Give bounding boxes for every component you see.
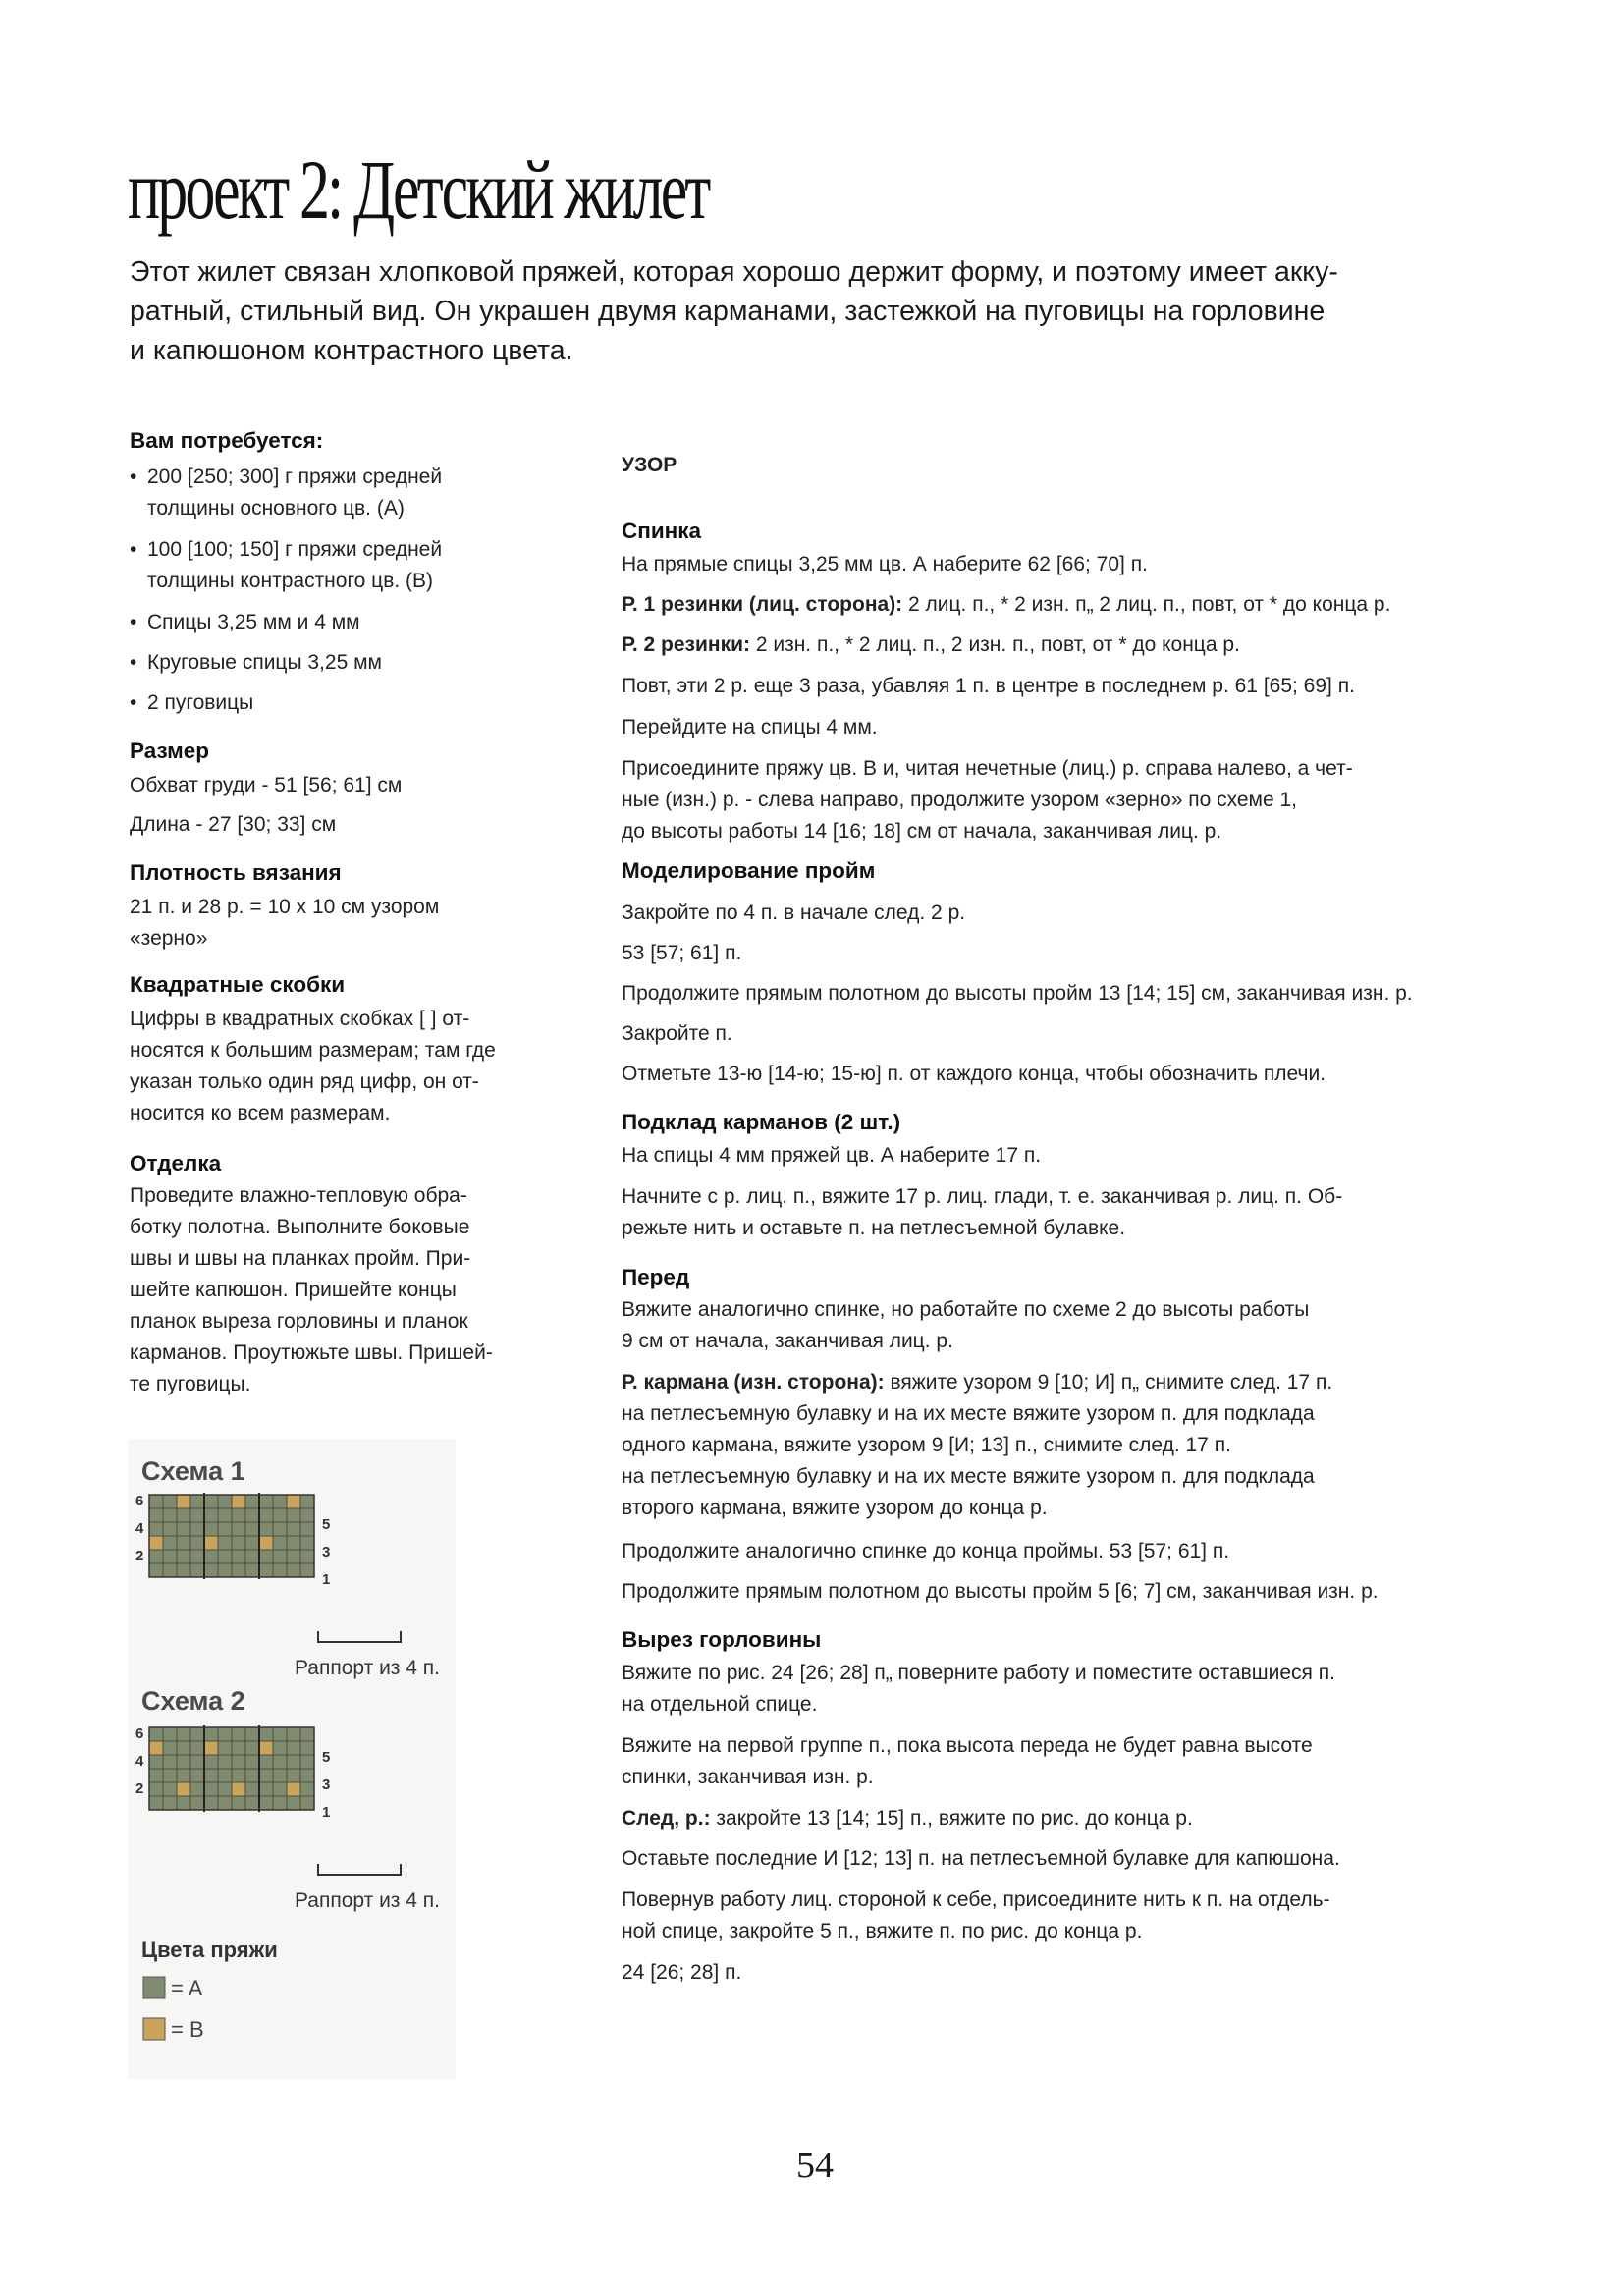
chart-cell-a (218, 1563, 232, 1577)
front-heading: Перед (622, 1265, 690, 1289)
materials-heading: Вам потребуется: (130, 428, 324, 453)
finishing-line: карманов. Проутюжьте швы. Пришей- (130, 1341, 493, 1364)
chart-cell-a (273, 1755, 287, 1769)
chart-cell-a (149, 1769, 163, 1782)
materials-item-text: 2 пуговицы (147, 691, 254, 714)
chart-cell-a (177, 1727, 190, 1741)
intro-line: и капюшоном контрастного цвета. (130, 335, 573, 366)
legend-swatch-b (143, 2018, 165, 2040)
back-repeat: Повт, эти 2 р. еще 3 раза, убавляя 1 п. в центре в последнем р. 61 [65; 69] п. (622, 675, 1355, 697)
chart-cell-a (273, 1508, 287, 1522)
pockets-line: режьте нить и оставьте п. на петлесъемной булавке. (622, 1217, 1126, 1239)
chart-cell-a (232, 1727, 245, 1741)
chart-cell-a (273, 1741, 287, 1755)
chart-cell-a (218, 1755, 232, 1769)
row-number-left: 6 (135, 1725, 144, 1742)
chart-cell-a (190, 1508, 204, 1522)
page-title: проект 2: Детский жилет (128, 142, 709, 237)
finishing-line: планок выреза горловины и планок (130, 1310, 468, 1333)
finishing-line: Проведите влажно-тепловую обра- (130, 1184, 467, 1207)
chart-cell-a (287, 1796, 300, 1810)
chart-cell-a (204, 1550, 218, 1563)
chart-cell-a (273, 1522, 287, 1536)
back-switch: Перейдите на спицы 4 мм. (622, 716, 878, 738)
chart-cell-a (259, 1755, 273, 1769)
chart-cell-a (273, 1536, 287, 1550)
front-pocket-row (622, 1367, 1603, 1524)
chart-cell-a (300, 1536, 314, 1550)
chart-cell-a (300, 1796, 314, 1810)
legend-label-a: = A (171, 1976, 203, 2000)
chart-cell-a (149, 1782, 163, 1796)
chart-cell-a (287, 1522, 300, 1536)
chart-cell-a (232, 1536, 245, 1550)
chart-cell-a (218, 1727, 232, 1741)
neck-line: на отдельной спице. (622, 1693, 818, 1716)
chart-cell-a (204, 1755, 218, 1769)
chart-cell-a (259, 1563, 273, 1577)
chart-cell-a (190, 1727, 204, 1741)
legend-label-b: = B (171, 2017, 204, 2042)
chart-cell-a (163, 1755, 177, 1769)
chart-cell-b (204, 1741, 218, 1755)
chart-cell-a (177, 1563, 190, 1577)
pocket-row-line: одного кармана, вяжите узором 9 [И; 13] п., снимите след. 17 п. (622, 1434, 1231, 1456)
chart-cell-a (287, 1508, 300, 1522)
pocket-row-line: на петлесъемную булавку и на их месте вяжите узором п. для подклада (622, 1402, 1315, 1425)
materials-item-text: Круговые спицы 3,25 мм (147, 651, 382, 674)
chart-cell-a (163, 1769, 177, 1782)
chart-cell-a (273, 1782, 287, 1796)
intro-paragraph (130, 252, 1504, 370)
chart-cell-a (190, 1796, 204, 1810)
chart-cell-a (245, 1796, 259, 1810)
armholes-line: Закройте п. (622, 1022, 732, 1045)
gauge-text (130, 892, 562, 955)
chart-cell-a (259, 1550, 273, 1563)
chart-cell-a (300, 1782, 314, 1796)
chart-cell-a (190, 1563, 204, 1577)
row-number-left: 4 (135, 1520, 144, 1537)
chart-cell-a (273, 1563, 287, 1577)
scheme2-title: Схема 2 (141, 1686, 245, 1716)
chart-cell-a (218, 1536, 232, 1550)
chart-cell-a (245, 1769, 259, 1782)
chart-cell-a (163, 1550, 177, 1563)
chart-cell-a (232, 1522, 245, 1536)
brackets-line: носится ко всем размерам. (130, 1102, 391, 1124)
chart-cell-a (232, 1755, 245, 1769)
chart-cell-a (163, 1563, 177, 1577)
knitting-charts-panel (128, 1439, 456, 2079)
neck-leave: Оставьте последние И [12; 13] п. на петлесъемной булавке для капюшона. (622, 1847, 1340, 1870)
finishing-line: шейте капюшон. Пришейте концы (130, 1279, 457, 1301)
chart-cell-a (218, 1495, 232, 1508)
chart-cell-a (300, 1769, 314, 1782)
bullet: • (130, 465, 137, 488)
row1-text: 2 лиц. п., * 2 изн. п„ 2 лиц. п., повт, от * до конца р. (902, 593, 1391, 616)
row-number-left: 4 (135, 1753, 144, 1770)
chart-cell-a (218, 1769, 232, 1782)
materials-item-text: 200 [250; 300] г пряжи средней (147, 465, 443, 488)
chart-cell-b (149, 1536, 163, 1550)
chart-cell-a (259, 1522, 273, 1536)
chart-cell-a (218, 1522, 232, 1536)
row-number-right: 1 (322, 1804, 331, 1821)
row-number-right: 3 (322, 1544, 331, 1560)
armholes-heading: Моделирование пройм (622, 858, 876, 883)
next-row-text: закройте 13 [14; 15] п., вяжите по рис. до конца р. (710, 1807, 1193, 1830)
scheme2-repeat-bracket (318, 1864, 401, 1875)
chart-cell-b (259, 1536, 273, 1550)
chart-cell-a (190, 1782, 204, 1796)
chart-cell-a (190, 1522, 204, 1536)
chart-cell-b (149, 1741, 163, 1755)
armholes-line: Продолжите прямым полотном до высоты пройм 13 [14; 15] см, заканчивая изн. р. (622, 982, 1413, 1005)
chart-cell-a (204, 1508, 218, 1522)
chart-cell-a (273, 1495, 287, 1508)
chart-cell-a (259, 1782, 273, 1796)
chart-cell-a (190, 1741, 204, 1755)
chart-cell-b (259, 1741, 273, 1755)
chart-cell-a (259, 1769, 273, 1782)
chart-cell-a (190, 1755, 204, 1769)
gauge-line: 21 п. и 28 р. = 10 х 10 см узором (130, 896, 440, 918)
chart-cell-a (218, 1782, 232, 1796)
materials-item (130, 534, 562, 597)
chart-cell-a (163, 1495, 177, 1508)
chart-cell-a (232, 1741, 245, 1755)
chart-cell-a (204, 1563, 218, 1577)
back-join-line: Присоедините пряжу цв. В и, читая нечетные (лиц.) р. справа налево, а чет- (622, 757, 1353, 780)
back-join (622, 753, 1603, 847)
materials-item-text: толщины основного цв. (A) (147, 497, 405, 519)
chart-cell-a (300, 1508, 314, 1522)
neck-heading: Вырез горловины (622, 1627, 822, 1652)
armholes-line: 53 [57; 61] п. (622, 942, 742, 964)
front-line: 9 см от начала, заканчивая лиц. р. (622, 1330, 953, 1352)
chart-cell-a (190, 1495, 204, 1508)
chart-cell-a (177, 1536, 190, 1550)
chart-cell-a (149, 1495, 163, 1508)
chart-cell-a (259, 1508, 273, 1522)
brackets-text (130, 1004, 562, 1129)
chart-cell-a (287, 1769, 300, 1782)
scheme1-repeat-bracket (318, 1631, 401, 1642)
chart-cell-a (300, 1755, 314, 1769)
chart-cell-a (273, 1727, 287, 1741)
chart-cell-a (273, 1769, 287, 1782)
chart-cell-a (245, 1782, 259, 1796)
gauge-line: «зерно» (130, 927, 208, 950)
chart-cell-a (177, 1755, 190, 1769)
pocket-row-line: второго кармана, вяжите узором до конца р. (622, 1497, 1048, 1519)
chart-cell-a (190, 1536, 204, 1550)
chart-cell-a (204, 1495, 218, 1508)
pattern-label: УЗОР (622, 454, 677, 476)
front-continue: Продолжите прямым полотном до высоты пройм 5 [6; 7] см, заканчивая изн. р. (622, 1580, 1379, 1603)
row2-text: 2 изн. п., * 2 лиц. п., 2 изн. п., повт, от * до конца р. (750, 633, 1240, 656)
chart-cell-a (232, 1508, 245, 1522)
finishing-line: швы и швы на планках пройм. При- (130, 1247, 471, 1270)
finishing-text (130, 1180, 562, 1400)
chart-cell-a (163, 1536, 177, 1550)
pocket-row-text: вяжите узором 9 [10; И] п„ снимите след. 17 п. (884, 1371, 1333, 1394)
chart-cell-a (287, 1755, 300, 1769)
neck-para (622, 1730, 1603, 1793)
scheme2-repeat-label: Раппорт из 4 п. (295, 1889, 440, 1912)
chart-cell-a (190, 1550, 204, 1563)
chart-cell-a (245, 1563, 259, 1577)
pockets-cast-on: На спицы 4 мм пряжей цв. А наберите 17 п. (622, 1144, 1042, 1167)
neck-line: спинки, заканчивая изн. р. (622, 1766, 874, 1788)
knitting-charts (128, 1439, 456, 2079)
scheme1-grid (149, 1493, 314, 1579)
chart-cell-a (273, 1550, 287, 1563)
chart-cell-a (177, 1508, 190, 1522)
row-number-left: 2 (135, 1780, 144, 1797)
materials-item (130, 462, 562, 524)
materials-item (130, 647, 562, 679)
chart-cell-a (287, 1536, 300, 1550)
pockets-line: Начните с р. лиц. п., вяжите 17 р. лиц. глади, т. е. заканчивая р. лиц. п. Об- (622, 1185, 1343, 1208)
neck-para (622, 1885, 1603, 1947)
brackets-heading: Квадратные скобки (130, 972, 346, 997)
chart-cell-b (177, 1495, 190, 1508)
chart-cell-b (177, 1782, 190, 1796)
chart-cell-a (245, 1550, 259, 1563)
brackets-line: Цифры в квадратных скобках [ ] от- (130, 1008, 470, 1030)
chart-cell-a (232, 1550, 245, 1563)
brackets-line: указан только один ряд цифр, он от- (130, 1070, 479, 1093)
chart-cell-a (149, 1727, 163, 1741)
chart-cell-a (204, 1769, 218, 1782)
materials-item-text: Спицы 3,25 мм и 4 мм (147, 611, 360, 633)
materials-item-text: 100 [100; 150] г пряжи средней (147, 538, 443, 561)
chart-cell-a (204, 1782, 218, 1796)
chart-cell-a (300, 1550, 314, 1563)
chart-cell-a (149, 1522, 163, 1536)
chart-cell-a (177, 1769, 190, 1782)
chart-cell-a (287, 1741, 300, 1755)
chart-cell-a (163, 1727, 177, 1741)
chart-cell-a (232, 1563, 245, 1577)
chart-cell-a (149, 1563, 163, 1577)
materials-item-text: толщины контрастного цв. (B) (147, 570, 434, 592)
chart-cell-a (287, 1727, 300, 1741)
size-heading: Размер (130, 738, 210, 763)
armholes-line: Закройте по 4 п. в начале след. 2 р. (622, 902, 966, 924)
back-join-line: до высоты работы 14 [16; 18] см от начала, заканчивая лиц. р. (622, 820, 1222, 843)
neck-line: Повернув работу лиц. стороной к себе, присоедините нить к п. на отдель- (622, 1888, 1330, 1911)
chart-cell-b (287, 1782, 300, 1796)
chart-cell-a (218, 1741, 232, 1755)
chart-cell-a (245, 1755, 259, 1769)
intro-line: Этот жилет связан хлопковой пряжей, которая хорошо держит форму, и поэтому имеет акку- (130, 256, 1338, 288)
neck-line: ной спице, закройте 5 п., вяжите п. по рис. до конца р. (622, 1920, 1143, 1942)
neck-para (622, 1658, 1603, 1721)
bullet: • (130, 538, 137, 561)
pocket-row-line: на петлесъемную булавку и на их месте вяжите узором п. для подклада (622, 1465, 1315, 1488)
chart-cell-a (218, 1550, 232, 1563)
chart-cell-a (300, 1741, 314, 1755)
chart-cell-a (163, 1782, 177, 1796)
finishing-heading: Отделка (130, 1151, 222, 1175)
chart-cell-a (204, 1727, 218, 1741)
intro-line: ратный, стильный вид. Он украшен двумя карманами, застежкой на пуговицы на горловине (130, 296, 1326, 327)
brackets-line: носятся к большим размерам; там где (130, 1039, 496, 1062)
chart-cell-b (232, 1495, 245, 1508)
chart-cell-a (218, 1508, 232, 1522)
chart-cell-a (218, 1796, 232, 1810)
chart-cell-a (245, 1522, 259, 1536)
pocket-row-first (622, 1367, 1603, 1398)
chart-cell-a (245, 1536, 259, 1550)
chart-cell-a (259, 1796, 273, 1810)
back-join-line: ные (изн.) р. - слева направо, продолжите узором «зерно» по схеме 1, (622, 789, 1298, 811)
row-number-left: 2 (135, 1548, 144, 1564)
legend-swatch-a (143, 1977, 165, 1998)
materials-list (130, 462, 562, 719)
row-number-right: 5 (322, 1749, 331, 1766)
chart-cell-a (163, 1741, 177, 1755)
size-line: Обхват груди - 51 [56; 61] см (130, 774, 403, 796)
row2-label: Р. 2 резинки: (622, 633, 750, 656)
materials-item (130, 687, 562, 719)
row-number-right: 3 (322, 1777, 331, 1793)
chart-cell-a (300, 1495, 314, 1508)
pocket-row-label: Р. кармана (изн. сторона): (622, 1371, 885, 1394)
gauge-heading: Плотность вязания (130, 860, 342, 885)
chart-cell-a (149, 1755, 163, 1769)
chart-cell-b (204, 1536, 218, 1550)
row-number-right: 5 (322, 1516, 331, 1533)
chart-cell-a (163, 1796, 177, 1810)
row-number-right: 1 (322, 1571, 331, 1588)
scheme1-title: Схема 1 (141, 1456, 245, 1486)
chart-cell-a (177, 1796, 190, 1810)
next-row-label: След, р.: (622, 1807, 711, 1830)
chart-cell-a (149, 1796, 163, 1810)
chart-cell-a (177, 1522, 190, 1536)
chart-cell-a (190, 1769, 204, 1782)
back-heading: Спинка (622, 519, 702, 543)
back-row1 (622, 589, 1603, 621)
chart-cell-a (245, 1508, 259, 1522)
neck-final-count: 24 [26; 28] п. (622, 1961, 742, 1984)
chart-cell-a (300, 1563, 314, 1577)
chart-cell-a (204, 1796, 218, 1810)
chart-cell-a (245, 1495, 259, 1508)
chart-cell-a (204, 1522, 218, 1536)
finishing-line: ботку полотна. Выполните боковые (130, 1216, 470, 1238)
scheme1-repeat-label: Раппорт из 4 п. (295, 1657, 440, 1679)
back-cast-on: На прямые спицы 3,25 мм цв. А наберите 62 [66; 70] п. (622, 553, 1148, 575)
front-line: Вяжите аналогично спинке, но работайте по схеме 2 до высоты работы (622, 1298, 1310, 1321)
row-number-left: 6 (135, 1493, 144, 1509)
chart-cell-b (287, 1495, 300, 1508)
neck-next-row (622, 1803, 1603, 1834)
chart-cell-a (245, 1741, 259, 1755)
chart-cell-a (287, 1550, 300, 1563)
chart-cell-a (177, 1550, 190, 1563)
chart-cell-a (273, 1796, 287, 1810)
chart-cell-a (163, 1522, 177, 1536)
chart-cell-a (232, 1769, 245, 1782)
chart-cell-a (287, 1563, 300, 1577)
chart-cell-b (232, 1782, 245, 1796)
finishing-line: те пуговицы. (130, 1373, 251, 1395)
yarn-colors-title: Цвета пряжи (141, 1938, 278, 1962)
chart-cell-a (163, 1508, 177, 1522)
chart-cell-a (149, 1550, 163, 1563)
chart-cell-a (259, 1495, 273, 1508)
chart-cell-a (300, 1522, 314, 1536)
armholes-line: Отметьте 13-ю [14-ю; 15-ю] п. от каждого конца, чтобы обозначить плечи. (622, 1063, 1326, 1085)
pockets-heading: Подклад карманов (2 шт.) (622, 1110, 901, 1134)
neck-line: Вяжите по рис. 24 [26; 28] п„ поверните работу и поместите оставшиеся п. (622, 1662, 1335, 1684)
bullet: • (130, 651, 137, 674)
pockets-para (622, 1181, 1603, 1244)
row1-label: Р. 1 резинки (лиц. сторона): (622, 593, 903, 616)
scheme2-grid (149, 1725, 314, 1812)
chart-cell-a (245, 1727, 259, 1741)
front-para (622, 1294, 1603, 1357)
bullet: • (130, 691, 137, 714)
chart-cell-a (300, 1727, 314, 1741)
bullet: • (130, 611, 137, 633)
front-continue: Продолжите аналогично спинке до конца проймы. 53 [57; 61] п. (622, 1540, 1230, 1562)
chart-cell-a (149, 1508, 163, 1522)
page-number: 54 (796, 2145, 834, 2186)
size-line: Длина - 27 [30; 33] см (130, 813, 337, 836)
neck-line: Вяжите на первой группе п., пока высота переда не будет равна высоте (622, 1734, 1313, 1757)
chart-cell-a (177, 1741, 190, 1755)
chart-cell-a (259, 1727, 273, 1741)
back-row2 (622, 629, 1603, 661)
chart-cell-a (232, 1796, 245, 1810)
materials-item (130, 607, 562, 638)
